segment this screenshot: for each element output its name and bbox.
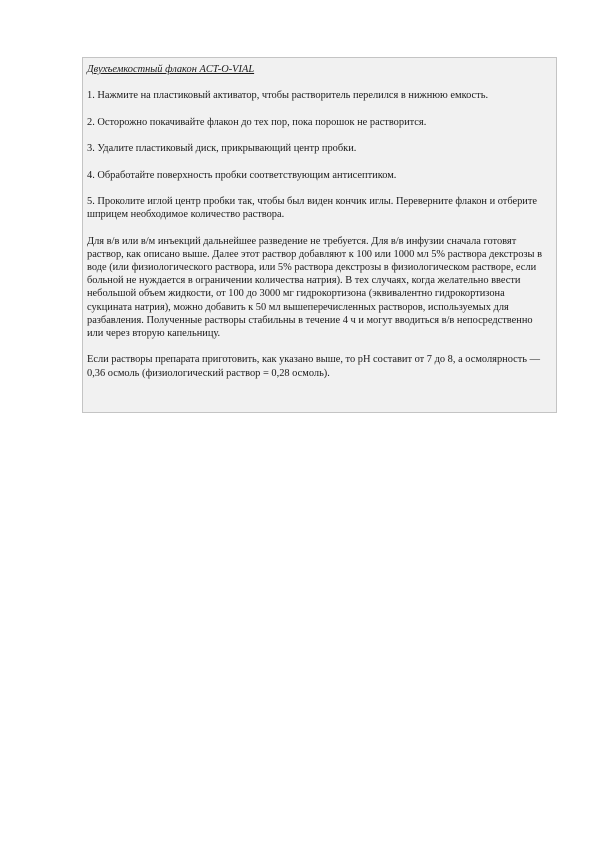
- ph-osmolarity-paragraph: Если растворы препарата приготовить, как указано выше, то pH составит от 7 до 8, а осмолярность — 0,36 осмоль (физиологический раствор = 0,28 осмоль).: [87, 354, 541, 379]
- instruction-panel: [82, 57, 557, 413]
- step-1-paragraph: 1. Нажмите на пластиковый активатор, чтобы растворитель перелился в нижнюю емкость.: [87, 90, 489, 102]
- dilution-paragraph: Для в/в или в/м инъекций дальнейшее разведение не требуется. Для в/в инфузии сначала готовят раствор, как описано выше. Далее этот раствор добавляют к 100 или 1000 мл 5% раствора декстрозы в воде (или физиологического раствора, или 5% раствора декстрозы в физиологическом растворе, если больной не нуждается в ограничении количества натрия). В тех случаях, когда желательно ввести небольшой объем жидкости, от 100 до 3000 мг гидрокортизона (эквивалентно гидрокортизона сукцината натрия), можно добавить к 50 мл вышеперечисленных растворов, используемых для разбавления. Полученные растворы стабильны в течение 4 ч и могут вводиться в/в непосредственно или через вторую капельницу.: [87, 235, 543, 339]
- step-2-paragraph: 2. Осторожно покачивайте флакон до тех пор, пока порошок не растворится.: [87, 116, 427, 128]
- step-4-paragraph: 4. Обработайте поверхность пробки соответствующим антисептиком.: [87, 169, 397, 181]
- step-3-paragraph: 3. Удалите пластиковый диск, прикрывающий центр пробки.: [87, 143, 357, 155]
- document-title: Двухъемкостный флакон ACT-O-VIAL: [87, 64, 255, 75]
- step-5-paragraph: 5. Проколите иглой центр пробки так, чтобы был виден кончик иглы. Переверните флакон и отберите шприцем необходимое количество раствора.: [87, 195, 538, 221]
